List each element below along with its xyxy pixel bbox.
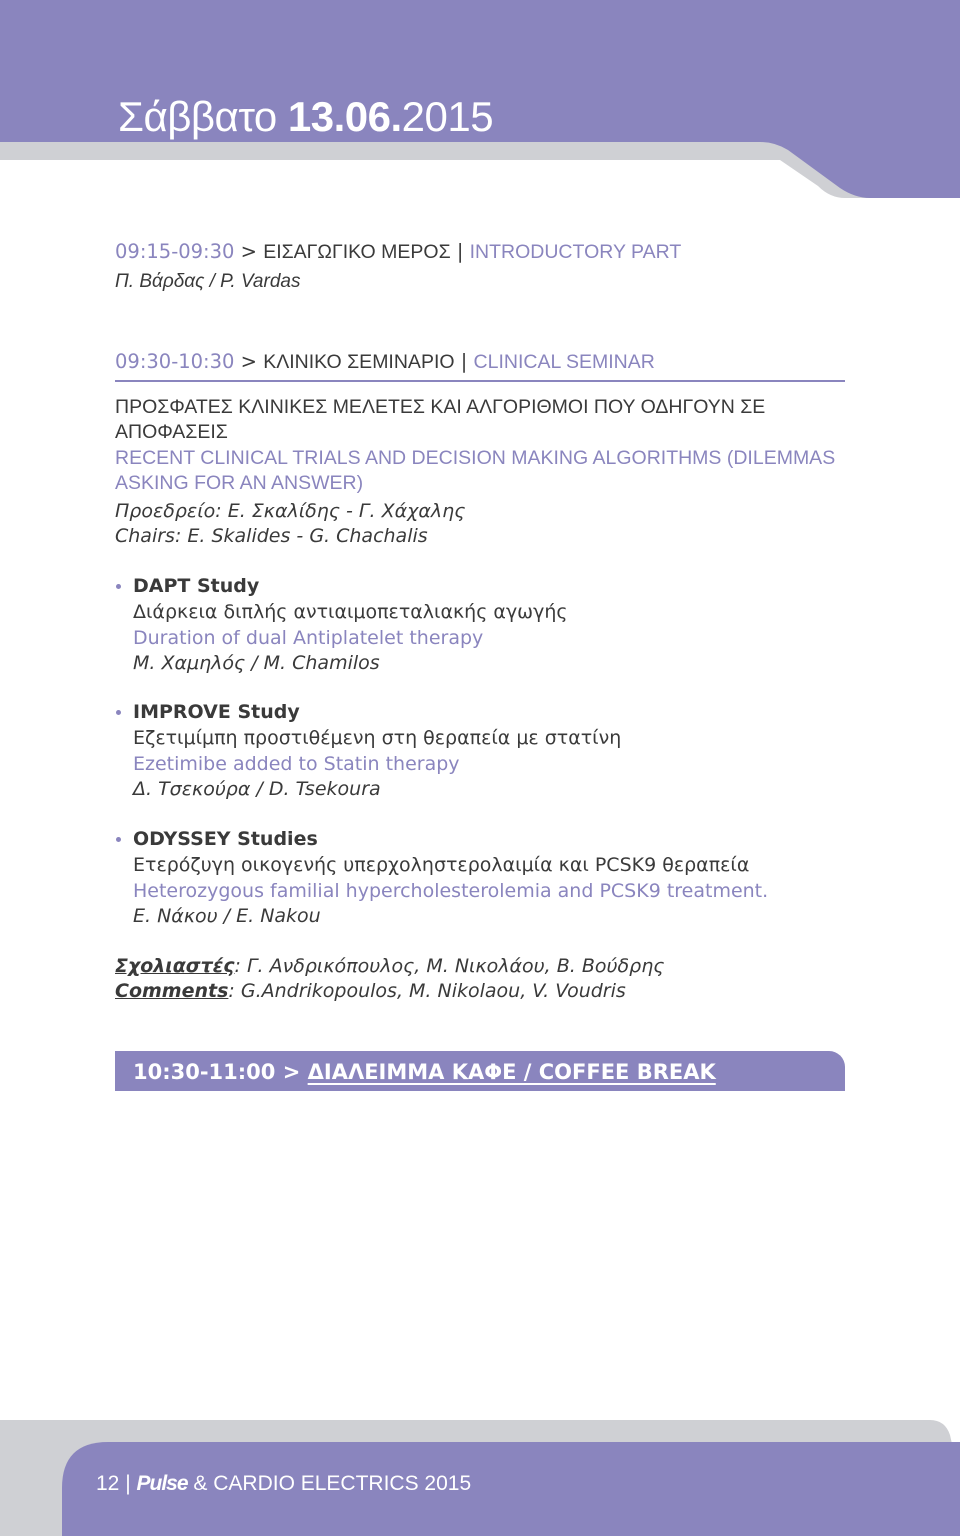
date-year: 2015 [401,93,494,140]
talk-speaker: Ε. Νάκου / E. Nakou [133,905,321,927]
footer-suffix: & CARDIO ELECTRICS 2015 [193,1472,472,1495]
bullet-dot [116,710,121,715]
coffee-break-text [133,1059,716,1085]
seminar-arrow: > [240,350,257,373]
comments-en [115,980,626,1002]
talk-subtitle-en: Ezetimibe added to Statin therapy [133,753,460,775]
date-bold: 13.06. [287,93,402,140]
seminar-title-gr: ΚΛΙΝΙΚΟ ΣΕΜΙΝΑΡΙΟ [263,351,455,373]
bullet-dot [116,584,121,589]
seminar-chairs-gr: Προεδρείο: Ε. Σκαλίδης - Γ. Χάχαλης [115,500,466,522]
talk-title: DAPT Study [133,575,260,597]
brand-logo: Pulse [136,1472,188,1495]
comments-en-label: Comments [115,980,229,1002]
talk-subtitle-gr: Εζετιμίμπη προστιθέμενη στη θεραπεία με στατίνη [133,727,622,749]
seminar-divider [115,380,845,382]
talk-title: ODYSSEY Studies [133,828,318,850]
comments-gr [115,955,664,977]
bullet-dot [116,837,121,842]
talk-subtitle-gr: Ετερόζυγη οικογενής υπερχοληστερολαιμία και PCSK9 θεραπεία [133,854,750,876]
page-number: 12 [96,1472,120,1495]
seminar-session-heading [115,350,655,374]
break-time: 10:30-11:00 [133,1060,276,1084]
break-arrow: > [282,1060,301,1084]
comments-gr-names: : Γ. Ανδρικόπουλος, Μ. Νικολάου, Β. Βούδρης [234,955,665,977]
seminar-topic-gr-line1: ΠΡΟΣΦΑΤΕΣ ΚΛΙΝΙΚΕΣ ΜΕΛΕΤΕΣ ΚΑΙ ΑΛΓΟΡΙΘΜΟΙ ΠΟΥ ΟΔΗΓΟΥΝ ΣΕ [115,396,766,418]
talk-speaker: Μ. Χαμηλός / M. Chamilos [133,652,380,674]
break-label: ΔΙΑΛΕΙΜΜΑ ΚΑΦΕ / COFFEE BREAK [307,1060,716,1084]
page-date [118,93,494,140]
seminar-topic-en-line1: RECENT CLINICAL TRIALS AND DECISION MAKING ALGORITHMS (DILEMMAS [115,447,836,469]
talk-title: IMPROVE Study [133,701,300,723]
footer-separator: | [125,1472,131,1495]
seminar-separator: | [460,350,468,373]
intro-time: 09:15-09:30 [115,240,235,263]
comments-en-names: : G.Andrikopoulos, M. Nikolaou, V. Voudris [228,980,626,1002]
intro-speaker: Π. Βάρδας / P. Vardas [115,271,301,292]
intro-title-gr: ΕΙΣΑΓΩΓΙΚΟ ΜΕΡΟΣ [263,241,451,263]
seminar-title-en: CLINICAL SEMINAR [473,351,655,373]
seminar-chairs-en: Chairs: E. Skalides - G. Chachalis [115,525,428,547]
page-footer [96,1470,471,1498]
date-day: Σάββατο [118,93,277,140]
talk-speaker: Δ. Τσεκούρα / D. Tsekoura [133,778,381,800]
talk-subtitle-en: Heterozygous familial hypercholesterolemia and PCSK9 treatment. [133,880,769,902]
intro-title-en: INTRODUCTORY PART [469,241,682,263]
intro-session-heading [115,240,681,264]
talk-subtitle-gr: Διάρκεια διπλής αντιαιμοπεταλιακής αγωγής [133,601,568,623]
seminar-topic-gr-line2: ΑΠΟΦΑΣΕΙΣ [115,421,228,443]
comments-gr-label: Σχολιαστές [115,955,235,977]
seminar-topic-en-line2: ASKING FOR AN ANSWER) [115,472,364,494]
intro-separator: | [456,240,464,263]
seminar-time: 09:30-10:30 [115,350,235,373]
intro-arrow: > [240,240,257,263]
talk-subtitle-en: Duration of dual Antiplatelet therapy [133,627,484,649]
